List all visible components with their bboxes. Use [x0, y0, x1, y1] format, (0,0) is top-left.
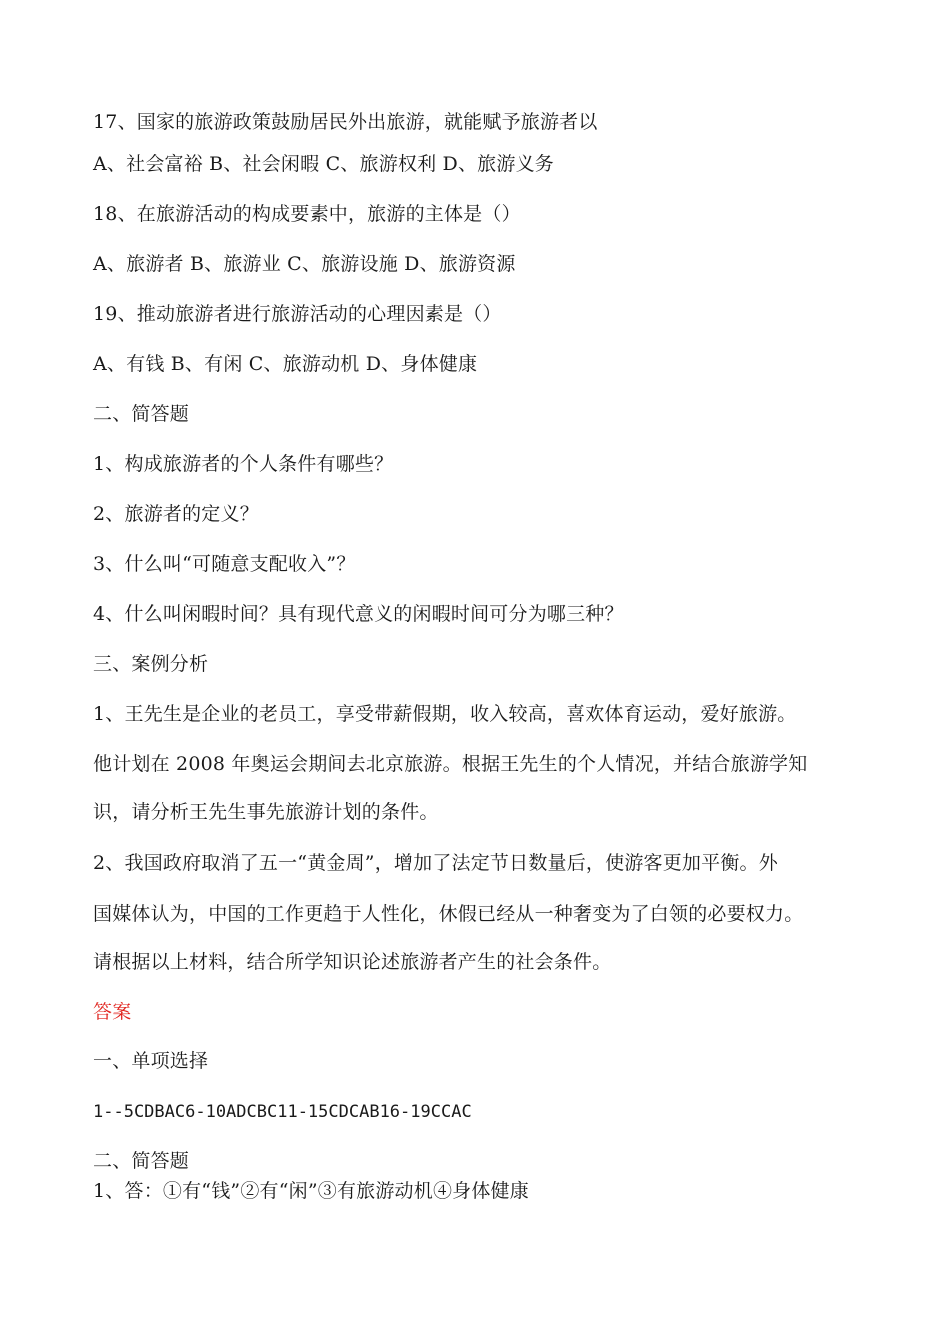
short-answer-item-4: 4、什么叫闲暇时间？具有现代意义的闲暇时间可分为哪三种？ — [93, 603, 624, 625]
question-18-stem: 18、在旅游活动的构成要素中，旅游的主体是（） — [93, 203, 521, 225]
case-1-line-1: 1、王先生是企业的老员工，享受带薪假期，收入较高，喜欢体育运动，爱好旅游。 — [93, 703, 797, 725]
case-analysis-heading: 三、案例分析 — [93, 653, 209, 675]
question-17-options: A、社会富裕 B、社会闲暇 C、旅游权利 D、旅游义务 — [93, 153, 554, 175]
case-1-line-3: 识，请分析王先生事先旅游计划的条件。 — [93, 801, 439, 823]
short-answer-heading: 二、简答题 — [93, 403, 190, 425]
question-18-options: A、旅游者 B、旅游业 C、旅游设施 D、旅游资源 — [93, 253, 516, 275]
case-1-line-2: 他计划在 2008 年奥运会期间去北京旅游。根据王先生的个人情况，并结合旅游学知 — [93, 753, 808, 775]
answers-heading: 答案 — [93, 1001, 132, 1023]
question-19-stem: 19、推动旅游者进行旅游活动的心理因素是（） — [93, 303, 502, 325]
question-19-options: A、有钱 B、有闲 C、旅游动机 D、身体健康 — [93, 353, 478, 375]
case-2-line-3: 请根据以上材料，结合所学知识论述旅游者产生的社会条件。 — [93, 951, 612, 973]
case-2-line-1: 2、我国政府取消了五一“黄金周”，增加了法定节日数量后，使游客更加平衡。外 — [93, 852, 778, 874]
question-17-stem: 17、国家的旅游政策鼓励居民外出旅游，就能赋予旅游者以 — [93, 111, 598, 133]
case-2-line-2: 国媒体认为，中国的工作更趋于人性化，休假已经从一种奢变为了白领的必要权力。 — [93, 903, 804, 925]
answers-short-answer-heading: 二、简答题 — [93, 1150, 190, 1172]
short-answer-item-3: 3、什么叫“可随意支配收入”？ — [93, 553, 356, 575]
short-answer-item-2: 2、旅游者的定义？ — [93, 503, 259, 525]
short-answer-item-1: 1、构成旅游者的个人条件有哪些？ — [93, 453, 394, 475]
single-choice-heading: 一、单项选择 — [93, 1050, 209, 1072]
short-answer-answer-1: 1、答：①有“钱”②有“闲”③有旅游动机④身体健康 — [93, 1180, 529, 1202]
single-choice-answer-key: 1--5CDBAC6-10ADCBC11-15CDCAB16-19CCAC — [93, 1102, 472, 1122]
